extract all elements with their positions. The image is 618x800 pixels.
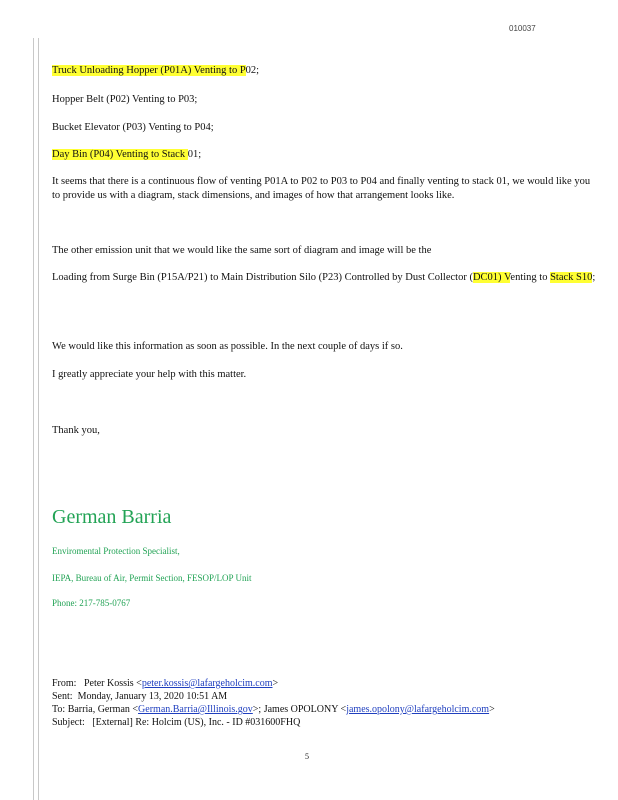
signature-phone: Phone: 217-785-0767 (52, 598, 131, 608)
closing: Thank you, (52, 425, 100, 436)
highlight: DC01) V (472, 272, 511, 283)
paragraph-request: We would like this information as soon as possible. In the next couple of days if so. (52, 341, 403, 352)
email-sent: Sent: Monday, January 13, 2020 10:51 AM (52, 691, 228, 702)
highlight: Truck Unloading Hopper (P01A) Venting to P (52, 65, 246, 76)
document-id: 010037 (509, 24, 536, 33)
highlight: Stack S10 (550, 272, 593, 283)
email-to: To: Barria, German <German.Barria@Illinois.gov>; James OPOLONY <james.opolony@lafargeholcim.com> (52, 704, 495, 715)
email-subject: Subject: [External] Re: Holcim (US), Inc. - ID #031600FHQ (52, 717, 301, 728)
signature-org: IEPA, Bureau of Air, Permit Section, FESOP/LOP Unit (52, 573, 252, 583)
venting-line-p03: Bucket Elevator (P03) Venting to P04; (52, 122, 214, 133)
to-email-link-james[interactable]: james.opolony@lafargeholcim.com (346, 704, 490, 715)
paragraph-surge-bin: Loading from Surge Bin (P15A/P21) to Main Distribution Silo (P23) Controlled by Dust Collector (DC01) Venting to Stack S10; (52, 272, 596, 283)
to-email-link-german[interactable]: German.Barria@Illinois.gov (138, 704, 253, 715)
signature-title: Enviromental Protection Specialist, (52, 546, 180, 556)
margin-rule (38, 38, 39, 800)
paragraph-other-unit: The other emission unit that we would like the same sort of diagram and image will be the (52, 245, 432, 256)
page-number: 5 (305, 752, 309, 761)
signature-name: German Barria (52, 506, 172, 528)
venting-line-p04: Day Bin (P04) Venting to Stack 01; (52, 149, 202, 160)
highlight: Day Bin (P04) Venting to Stack (52, 149, 188, 160)
email-from: From: Peter Kossis <peter.kossis@lafargeholcim.com> (52, 678, 279, 689)
venting-line-p01a: Truck Unloading Hopper (P01A) Venting to P02; (52, 65, 260, 76)
margin-rule (33, 38, 34, 800)
paragraph-appreciation: I greatly appreciate your help with this matter. (52, 369, 247, 380)
venting-line-p02: Hopper Belt (P02) Venting to P03; (52, 94, 198, 105)
paragraph-continuous-flow: It seems that there is a continuous flow of venting P01A to P02 to P03 to P04 and finally venting to stack 01, we would like you to provide us with a diagram, stack dimensions, and images of how that arrangement looks like. (52, 176, 591, 201)
from-email-link[interactable]: peter.kossis@lafargeholcim.com (141, 678, 273, 689)
